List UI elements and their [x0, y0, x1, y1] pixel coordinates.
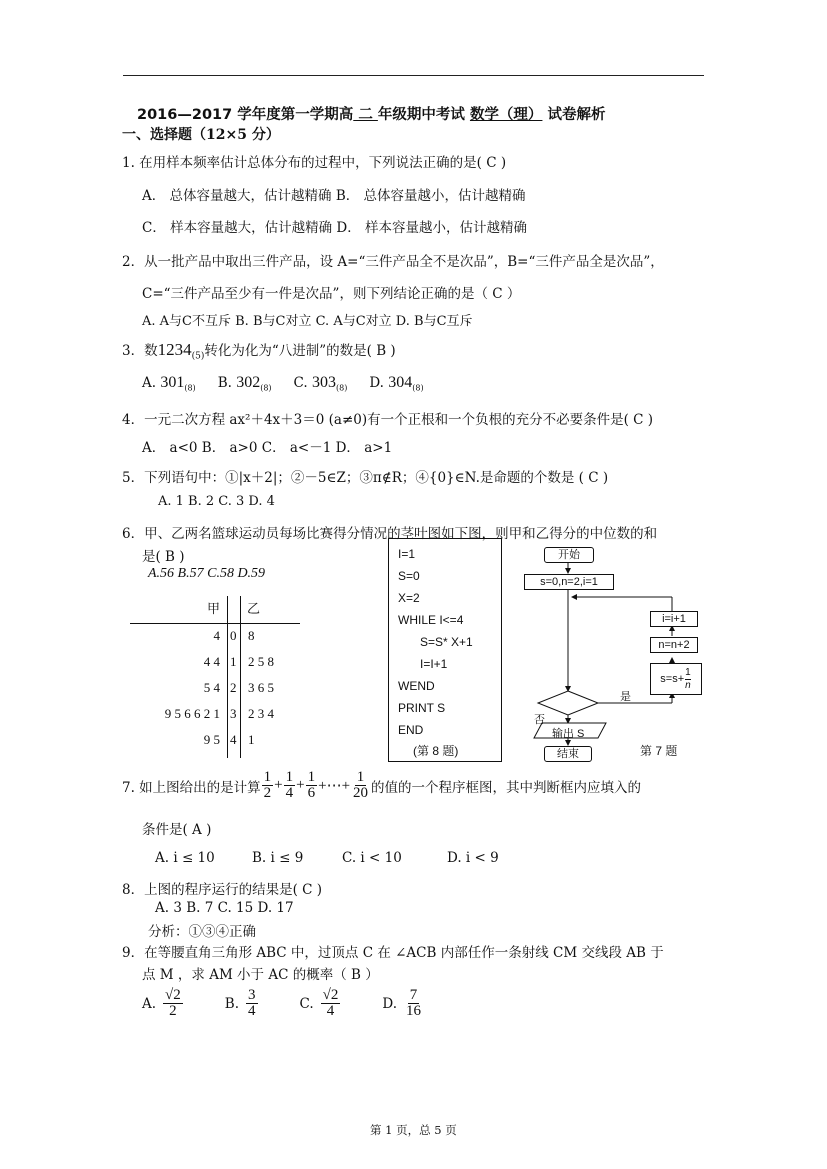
stem-leaf-stem: 3: [230, 706, 237, 721]
stem-leaf-header-rule: [130, 623, 300, 624]
page-title: 2016—2017 学年度第一学期高 二 年级期中考试 数学（理） 试卷解析: [137, 107, 606, 123]
stem-leaf-header-yi: 乙: [247, 601, 261, 616]
flowchart: [520, 545, 710, 765]
question-6-options: A.56 B.57 C.58 D.59: [148, 566, 266, 581]
flow-init: s=0,n=2,i=1: [524, 574, 614, 590]
flow-yes-label: 是: [620, 691, 631, 703]
question-3-option: D. $304_{(8)}$: [369, 374, 424, 393]
code-line: WHILE I<=4: [398, 613, 464, 627]
question-7-stem-2: 条件是( A ): [142, 822, 212, 838]
code-line: END: [398, 723, 424, 737]
stem-leaf-divider-right: [240, 596, 241, 758]
flow-output: 输出 S: [552, 728, 585, 740]
question-7-option-b: B. i ≤ 9: [252, 850, 304, 866]
question-3-stem: 3．数$1234_{(5)}$转化为化为“八进制”的数是( B ): [122, 340, 396, 362]
stem-leaf-divider-left: [227, 596, 228, 758]
stem-leaf-stem: 1: [230, 654, 237, 669]
flow-increment-n: n=n+2: [650, 637, 698, 653]
question-9-stem: 9．在等腰直角三角形 ABC 中，过顶点 C 在 ∠ACB 内部任作一条射线 CM 交线段 AB 于: [122, 945, 664, 961]
question-7-option-d: D. i < 9: [447, 850, 499, 866]
flowchart-caption: 第 7 题: [640, 744, 678, 758]
stem-leaf-left-leaves: 4 4: [203, 654, 220, 669]
code-line: PRINT S: [398, 701, 446, 715]
flow-sum: s=s+ $\frac{1}{n}$: [650, 663, 702, 695]
flow-start: 开始: [544, 547, 594, 563]
question-3-option: B. $302_{(8)}$: [217, 374, 272, 393]
question-2-stem: 2．从一批产品中取出三件产品，设 A=“三件产品全不是次品”，B=“三件产品全是次品”，: [122, 254, 664, 270]
question-5-options: A. 1 B. 2 C. 3 D. 4: [158, 494, 275, 509]
page-footer: 第 1 页，总 5 页: [370, 1123, 457, 1137]
question-1-stem: 1. 在用样本频率估计总体分布的过程中，下列说法正确的是( C ): [122, 155, 507, 171]
question-3-options: [142, 374, 446, 393]
question-7-option-a: A. i ≤ 10: [155, 850, 215, 866]
header-rule: [123, 75, 704, 76]
question-9-options: A. $\frac{√2}{2}$ B. $\frac{3}{4}$ C. $\frac{√2}{4}$ D. $\frac{7}{16}$: [142, 987, 422, 1019]
question-3-option: C. $303_{(8)}$: [293, 374, 348, 393]
code-line: WEND: [398, 679, 435, 693]
question-7-option-c: C. i < 10: [342, 850, 402, 866]
stem-leaf-left-leaves: 9 5: [203, 732, 220, 747]
stem-leaf-left-leaves: 5 4: [203, 680, 220, 695]
program-code-box: [388, 538, 502, 762]
code-line: I=I+1: [420, 657, 448, 671]
stem-leaf-right-leaves: 2 3 4: [248, 706, 274, 721]
stem-leaf-stem: 4: [230, 732, 237, 747]
question-6-stem-2: 是( B ): [142, 549, 185, 565]
question-8-stem: 8．上图的程序运行的结果是( C ): [122, 882, 323, 898]
stem-leaf-right-leaves: 8: [248, 628, 255, 643]
question-1-options-ab: A． 总体容量越大，估计越精确 B． 总体容量越小，估计越精确: [142, 188, 526, 204]
code-line: X=2: [398, 591, 420, 605]
stem-leaf-right-leaves: 2 5 8: [248, 654, 274, 669]
question-7-stem: 7. 如上图给出的是计算 $\frac{1}{2}$ + $\frac{1}{4}$ + $\frac{1}{6}$ +⋯+ $\frac{1}{20}$ 的值的一个程序框图，其中判断框内应填入的: [122, 769, 642, 801]
code-line: S=0: [398, 569, 420, 583]
stem-leaf-stem: 2: [230, 680, 237, 695]
question-4-options: A． a<0 B． a>0 C． a<－1 D． a>1: [142, 440, 393, 456]
question-6-stem: 6．甲、乙两名篮球运动员每场比赛得分情况的茎叶图如下图，则甲和乙得分的中位数的和: [122, 526, 658, 542]
program-caption: (第 8 题): [413, 744, 459, 758]
flow-end: 结束: [544, 746, 592, 762]
question-3-option: A. $301_{(8)}$: [142, 374, 196, 393]
stem-leaf-left-leaves: 4: [213, 628, 220, 643]
flow-no-label: 否: [534, 714, 545, 726]
decision-diamond: [538, 691, 598, 715]
stem-leaf-stem: 0: [230, 628, 237, 643]
question-8-options: A. 3 B. 7 C. 15 D. 17: [155, 900, 294, 916]
question-5-stem: 5．下列语句中：①|x＋2|；②－5∈Z；③π∉R；④{0}∈N.是命题的个数是 ( C ): [122, 470, 609, 486]
stem-leaf-right-leaves: 1: [248, 732, 255, 747]
question-4-stem: 4．一元二次方程 ax²＋4x＋3＝0 (a≠0)有一个正根和一个负根的充分不必要条件是( C ): [122, 412, 654, 428]
flow-increment-i: i=i+1: [650, 611, 698, 627]
code-line: I=1: [398, 547, 416, 561]
stem-leaf-plot: [130, 596, 300, 760]
question-9-stem-2: 点 M ，求 AM 小于 AC 的概率（ B ）: [142, 967, 379, 983]
code-line: S=S* X+1: [420, 635, 473, 649]
question-2-stem-2: C=“三件产品至少有一件是次品”，则下列结论正确的是（ C ）: [142, 286, 521, 302]
question-1-options-cd: C． 样本容量越大，估计越精确 D． 样本容量越小，估计越精确: [142, 220, 528, 236]
question-8-analysis: 分析：①③④正确: [148, 924, 256, 940]
question-2-options: A. A与C不互斥 B. B与C对立 C. A与C对立 D. B与C互斥: [142, 314, 473, 329]
stem-leaf-header-jia: 甲: [207, 601, 221, 616]
stem-leaf-left-leaves: 9 5 6 6 2 1: [164, 706, 220, 721]
section-heading: 一、选择题（12×5 分）: [122, 127, 280, 143]
stem-leaf-right-leaves: 3 6 5: [248, 680, 274, 695]
